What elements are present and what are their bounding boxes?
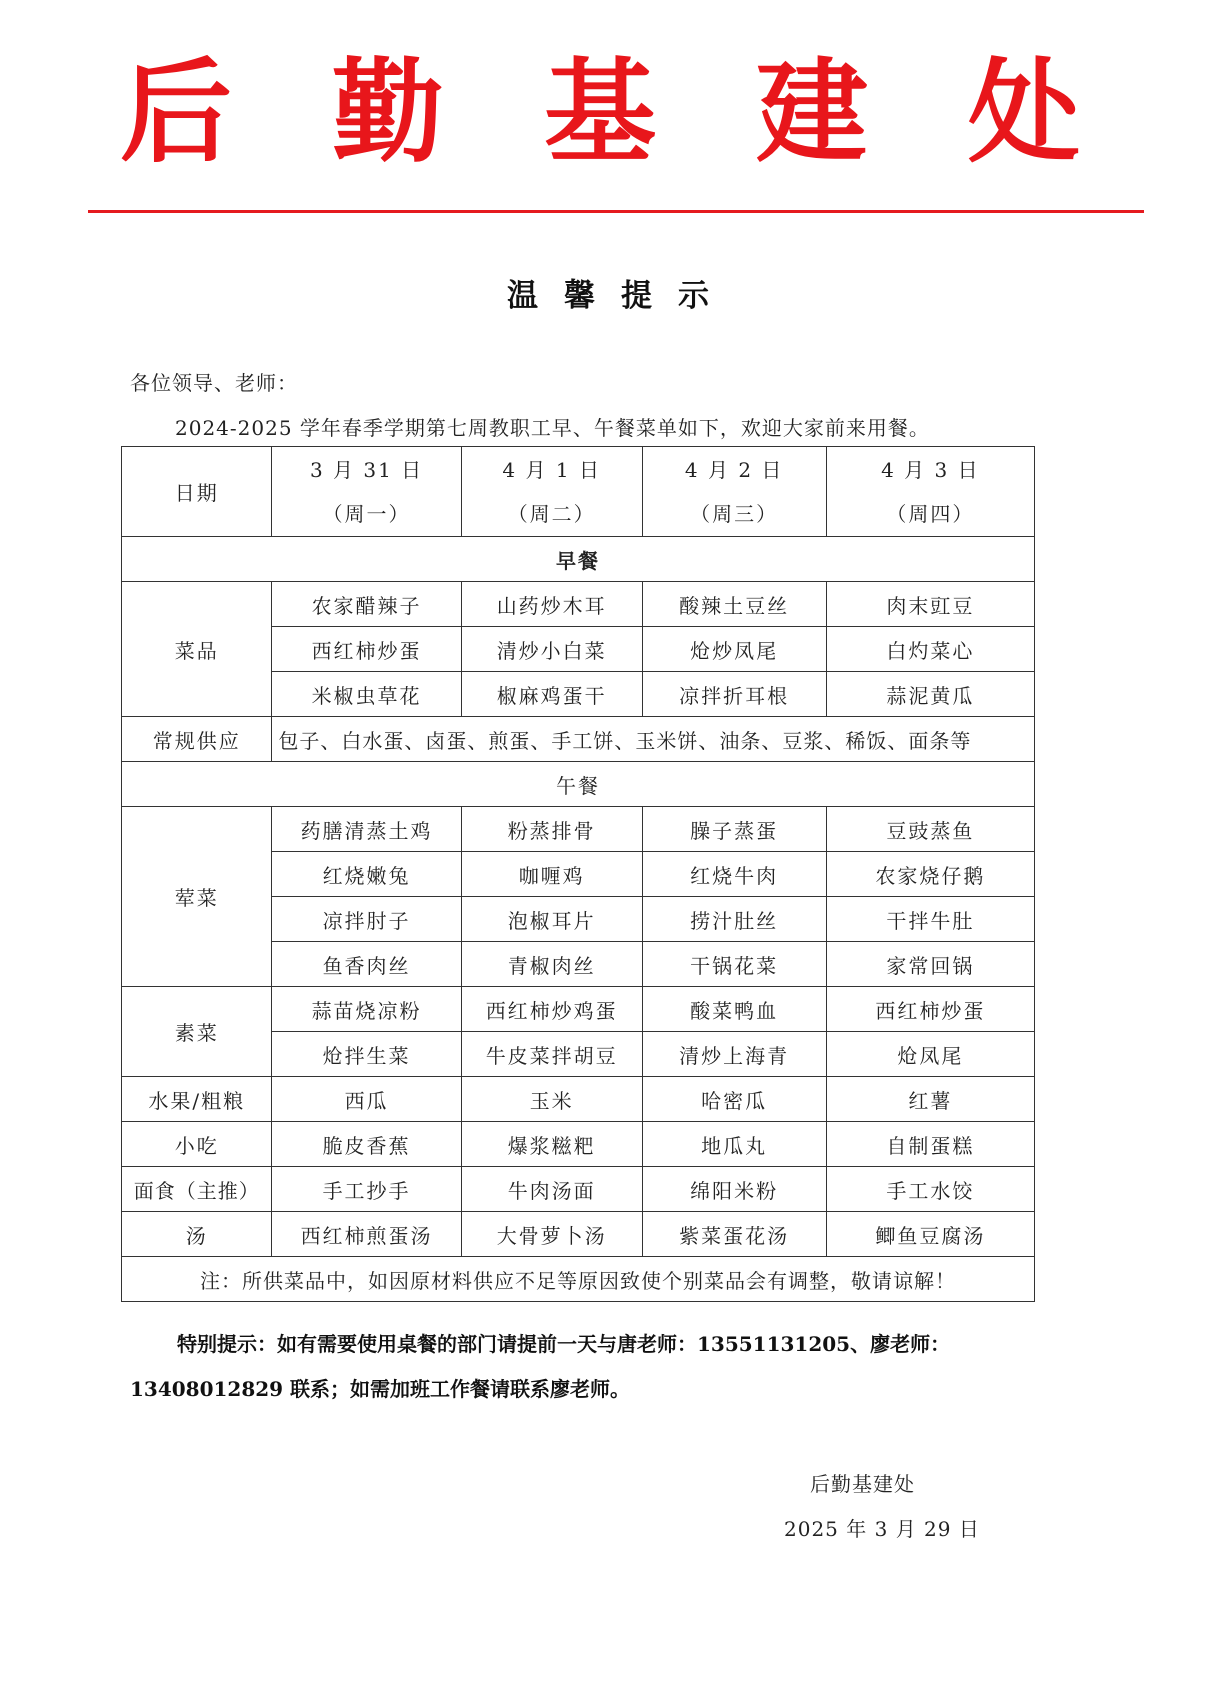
menu-cell: 西红柿煎蛋汤 xyxy=(272,1212,461,1257)
menu-cell: 捞汁肚丝 xyxy=(642,897,826,942)
letterhead-char: 勤 xyxy=(332,47,444,178)
table-header-row xyxy=(122,447,1035,537)
letterhead-char: 基 xyxy=(544,47,656,178)
menu-cell: 绵阳米粉 xyxy=(642,1167,826,1212)
menu-cell: 牛肉汤面 xyxy=(461,1167,642,1212)
menu-cell: 西红柿炒鸡蛋 xyxy=(461,987,642,1032)
menu-cell: 炝炒凤尾 xyxy=(642,627,826,672)
menu-cell: 自制蛋糕 xyxy=(826,1122,1034,1167)
menu-cell: 农家醋辣子 xyxy=(272,582,461,627)
menu-cell: 炝凤尾 xyxy=(826,1032,1034,1077)
table-row xyxy=(122,1167,1035,1212)
menu-cell: 米椒虫草花 xyxy=(272,672,461,717)
menu-cell: 鱼香肉丝 xyxy=(272,942,461,987)
menu-cell: 玉米 xyxy=(461,1077,642,1122)
menu-cell: 豆豉蒸鱼 xyxy=(826,807,1034,852)
day-weekday: （周一） xyxy=(322,501,411,526)
menu-cell: 炝拌生菜 xyxy=(272,1032,461,1077)
menu-cell: 大骨萝卜汤 xyxy=(461,1212,642,1257)
day-date: 4 月 1 日 xyxy=(502,457,601,482)
menu-cell: 椒麻鸡蛋干 xyxy=(461,672,642,717)
menu-cell: 红烧嫩兔 xyxy=(272,852,461,897)
table-row xyxy=(122,1122,1035,1167)
section-title-lunch: 午餐 xyxy=(122,762,1035,807)
category-label: 素菜 xyxy=(122,987,272,1077)
letterhead-char: 建 xyxy=(756,47,868,178)
table-row xyxy=(122,717,1035,762)
menu-table xyxy=(121,446,1035,1302)
menu-cell: 西瓜 xyxy=(272,1077,461,1122)
menu-cell: 农家烧仔鹅 xyxy=(826,852,1034,897)
menu-cell: 手工抄手 xyxy=(272,1167,461,1212)
signature-date: 2025 年 3 月 29 日 xyxy=(784,1517,980,1541)
menu-cell: 凉拌折耳根 xyxy=(642,672,826,717)
menu-cell: 哈密瓜 xyxy=(642,1077,826,1122)
day-weekday: （周四） xyxy=(886,501,975,526)
menu-cell: 肉末豇豆 xyxy=(826,582,1034,627)
special-notice: 特别提示：如有需要使用桌餐的部门请提前一天与唐老师：13551131205、廖老师：13408012829 联系；如需加班工作餐请联系廖老师。 xyxy=(130,1332,951,1401)
table-row xyxy=(122,582,1035,627)
menu-cell: 手工水饺 xyxy=(826,1167,1034,1212)
intro-paragraph: 2024-2025 学年春季学期第七周教职工早、午餐菜单如下，欢迎大家前来用餐。 xyxy=(175,416,930,440)
salutation: 各位领导、老师： xyxy=(130,371,298,395)
org-letterhead xyxy=(120,48,1080,178)
letterhead-char: 后 xyxy=(120,47,232,178)
menu-cell: 凉拌肘子 xyxy=(272,897,461,942)
day-header xyxy=(272,447,461,537)
day-header xyxy=(642,447,826,537)
category-label: 小吃 xyxy=(122,1122,272,1167)
regular-supply-cell: 包子、白水蛋、卤蛋、煎蛋、手工饼、玉米饼、油条、豆浆、稀饭、面条等 xyxy=(272,717,1035,762)
menu-cell: 红烧牛肉 xyxy=(642,852,826,897)
category-label: 常规供应 xyxy=(122,717,272,762)
table-row xyxy=(122,807,1035,852)
section-title-breakfast: 早餐 xyxy=(122,537,1035,582)
category-label: 汤 xyxy=(122,1212,272,1257)
menu-cell: 清炒小白菜 xyxy=(461,627,642,672)
menu-cell: 酸菜鸭血 xyxy=(642,987,826,1032)
menu-cell: 爆浆糍粑 xyxy=(461,1122,642,1167)
menu-cell: 地瓜丸 xyxy=(642,1122,826,1167)
letterhead-char: 处 xyxy=(968,47,1080,178)
menu-cell: 干锅花菜 xyxy=(642,942,826,987)
menu-cell: 白灼菜心 xyxy=(826,627,1034,672)
table-note-row xyxy=(122,1257,1035,1302)
menu-cell: 脆皮香蕉 xyxy=(272,1122,461,1167)
menu-cell: 干拌牛肚 xyxy=(826,897,1034,942)
menu-cell: 西红柿炒蛋 xyxy=(272,627,461,672)
menu-cell: 药膳清蒸土鸡 xyxy=(272,807,461,852)
menu-cell: 蒜苗烧凉粉 xyxy=(272,987,461,1032)
section-row-lunch xyxy=(122,762,1035,807)
signature-org: 后勤基建处 xyxy=(810,1472,915,1496)
menu-cell: 牛皮菜拌胡豆 xyxy=(461,1032,642,1077)
category-label: 水果/粗粮 xyxy=(122,1077,272,1122)
table-note: 注：所供菜品中，如因原材料供应不足等原因致使个别菜品会有调整，敬请谅解！ xyxy=(122,1257,1035,1302)
menu-cell: 酸辣土豆丝 xyxy=(642,582,826,627)
menu-cell: 泡椒耳片 xyxy=(461,897,642,942)
menu-cell: 蒜泥黄瓜 xyxy=(826,672,1034,717)
menu-cell: 紫菜蛋花汤 xyxy=(642,1212,826,1257)
letterhead-divider xyxy=(88,210,1144,213)
day-weekday: （周三） xyxy=(690,501,779,526)
menu-cell: 清炒上海青 xyxy=(642,1032,826,1077)
day-header xyxy=(461,447,642,537)
menu-cell: 鲫鱼豆腐汤 xyxy=(826,1212,1034,1257)
day-weekday: （周二） xyxy=(507,501,596,526)
date-label: 日期 xyxy=(122,447,272,537)
day-date: 4 月 2 日 xyxy=(684,457,784,482)
menu-cell: 西红柿炒蛋 xyxy=(826,987,1034,1032)
day-date: 3 月 31 日 xyxy=(309,457,424,482)
menu-cell: 家常回锅 xyxy=(826,942,1034,987)
menu-cell: 红薯 xyxy=(826,1077,1034,1122)
table-row xyxy=(122,1212,1035,1257)
menu-cell: 山药炒木耳 xyxy=(461,582,642,627)
document-title: 温馨提示 xyxy=(507,278,735,314)
day-date: 4 月 3 日 xyxy=(881,457,980,482)
menu-cell: 青椒肉丝 xyxy=(461,942,642,987)
category-label: 面食（主推） xyxy=(122,1167,272,1212)
category-label: 菜品 xyxy=(122,582,272,717)
section-row-breakfast xyxy=(122,537,1035,582)
table-row xyxy=(122,1077,1035,1122)
table-row xyxy=(122,987,1035,1032)
menu-cell: 咖喱鸡 xyxy=(461,852,642,897)
menu-cell: 粉蒸排骨 xyxy=(461,807,642,852)
menu-cell: 臊子蒸蛋 xyxy=(642,807,826,852)
category-label: 荤菜 xyxy=(122,807,272,987)
day-header xyxy=(826,447,1034,537)
